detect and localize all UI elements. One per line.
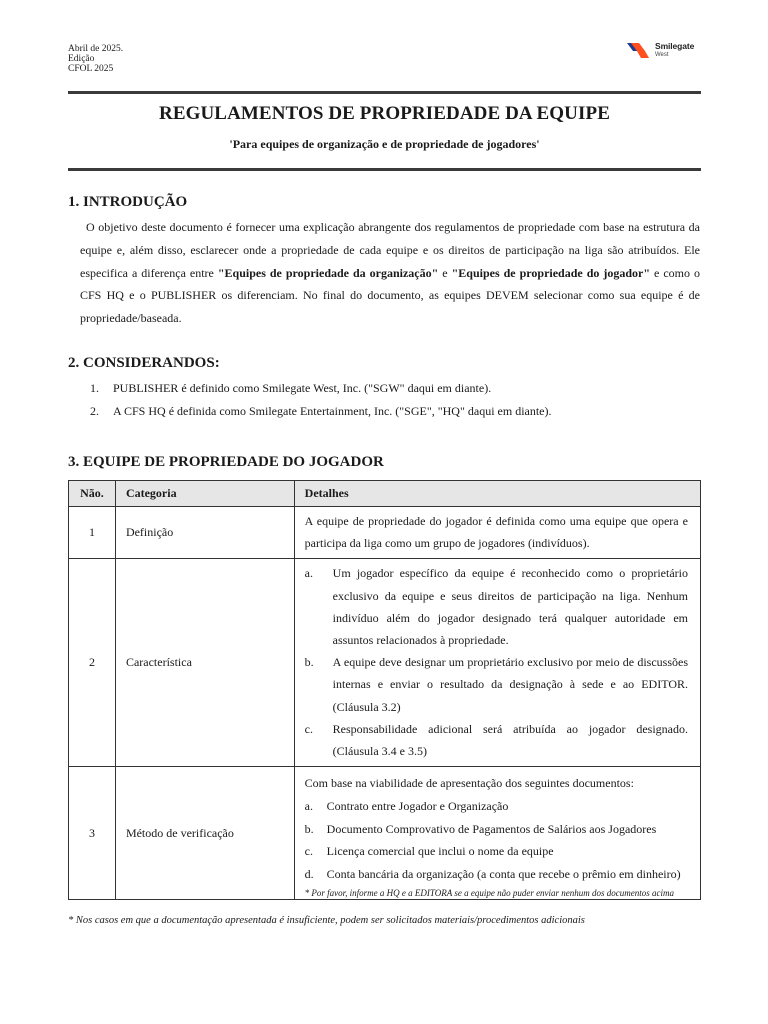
- verification-intro: Com base na viabilidade de apresentação dos seguintes documentos:: [304, 776, 634, 791]
- list-number: 1.: [90, 381, 99, 395]
- list-item: [305, 798, 688, 814]
- row-category: Característica: [115, 559, 294, 767]
- list-number: 2.: [90, 403, 99, 418]
- edition-info: [68, 44, 123, 74]
- table-row: [69, 767, 701, 900]
- verification-documents-list: [305, 798, 688, 882]
- characteristics-list: [305, 562, 688, 762]
- list-text: A CFS HQ é definida como Smilegate Entertainment, Inc. ("SGE", "HQ" daqui em diante).: [113, 403, 552, 418]
- row-number: 3: [69, 767, 116, 900]
- list-text: Responsabilidade adicional será atribuída ao jogador designado. (Cláusula 3.4 e 3.5): [332, 721, 688, 759]
- table-row: [69, 559, 701, 767]
- list-marker: d.: [304, 866, 314, 881]
- intro-bold-org-teams: "Equipes de propriedade da organização": [217, 265, 439, 280]
- list-text: A equipe deve designar um proprietário exclusivo por meio de discussões internas e enviar o resultado da designação à sede e ao EDITOR. (Cláusula 3.2): [332, 655, 688, 714]
- edition-date: Abril de 2025.: [68, 44, 124, 54]
- list-item: [305, 866, 688, 882]
- intro-text-3: e como o CFS HQ e o PUBLISHER os diferenciam. No final do documento, as equipes DEVEM selecionar como sua equipe é de propriedade/baseada.: [80, 265, 701, 326]
- list-marker: a.: [304, 799, 313, 814]
- list-text: Conta bancária da organização (a conta que recebe o prêmio em dinheiro): [326, 866, 681, 881]
- column-header-details: Detalhes: [294, 481, 700, 507]
- list-text: Documento Comprovativo de Pagamentos de Salários aos Jogadores: [326, 821, 657, 836]
- list-item: [305, 718, 688, 762]
- list-text: Contrato entre Jogador e Organização: [326, 799, 509, 814]
- row-details: [294, 767, 700, 900]
- row-details: [294, 559, 700, 767]
- list-marker: c.: [304, 844, 313, 859]
- list-item: [305, 843, 688, 859]
- row-category: Definição: [115, 507, 294, 559]
- list-marker: a.: [304, 566, 313, 581]
- list-text: Um jogador específico da equipe é reconhecido como o proprietário exclusivo da equipe e seus direitos de participação na liga. Nenhum indivíduo além do jogador designado terá qualquer autoridade em assuntos relacionados à propriedade.: [332, 566, 688, 648]
- intro-text-1: O objetivo deste documento é fornecer uma explicação abrangente dos regulamentos de propriedade com base na estrutura da equipe e, além disso, esclarecer onde a propriedade de cada equipe e os direitos de participação na liga são atribuídos. Ele especifica a diferença entre: [80, 220, 700, 280]
- list-item: [90, 377, 552, 400]
- section-intro-heading: 1. INTRODUÇÃO: [68, 194, 188, 210]
- list-item: [305, 562, 688, 651]
- row-category: Método de verificação: [115, 767, 294, 900]
- considerandos-list: [90, 377, 552, 422]
- smilegate-logo: [627, 40, 707, 62]
- list-marker: b.: [304, 655, 314, 670]
- smilegate-logo-icon: [627, 41, 651, 61]
- column-header-category: Categoria: [115, 481, 294, 507]
- list-item: [305, 821, 688, 837]
- section-player-team-heading: 3. EQUIPE DE PROPRIEDADE DO JOGADOR: [68, 454, 384, 470]
- player-team-table: [68, 480, 701, 900]
- top-divider: [68, 91, 701, 94]
- table-footnote: * Nos casos em que a documentação apresentada é insuficiente, podem ser solicitados materiais/procedimentos adicionais: [68, 915, 585, 926]
- document-title: REGULAMENTOS DE PROPRIEDADE DA EQUIPE: [159, 103, 610, 124]
- logo-brand-name: Smilegate: [655, 41, 695, 51]
- table-row: [69, 507, 701, 559]
- bottom-divider: [68, 168, 701, 171]
- document-subtitle: 'Para equipes de organização e de propriedade de jogadores': [229, 137, 540, 151]
- intro-text-2: e: [438, 265, 452, 280]
- row-number: 2: [69, 559, 116, 767]
- row-number: 1: [69, 507, 116, 559]
- intro-bold-player-teams: "Equipes de propriedade do jogador": [451, 265, 651, 280]
- list-item: [305, 651, 688, 718]
- edition-label: Edição: [68, 54, 95, 64]
- table-header-row: [69, 481, 701, 507]
- list-marker: b.: [304, 821, 314, 836]
- verification-note: * Por favor, informe a HQ e a EDITORA se a equipe não puder enviar nenhum dos documentos acima: [304, 888, 675, 899]
- edition-name: CFOL 2025: [68, 64, 114, 74]
- row-details: A equipe de propriedade do jogador é definida como uma equipe que opera e participa da liga como um grupo de jogadores (indivíduos).: [294, 507, 700, 559]
- section-considerandos-heading: 2. CONSIDERANDOS:: [68, 355, 220, 371]
- column-header-no: Não.: [69, 481, 116, 507]
- list-item: [90, 400, 552, 423]
- list-marker: c.: [304, 721, 313, 736]
- logo-brand-sub: West: [655, 52, 669, 58]
- list-text: PUBLISHER é definido como Smilegate West, Inc. ("SGW" daqui em diante).: [113, 381, 492, 395]
- list-text: Licença comercial que inclui o nome da equipe: [326, 844, 554, 859]
- section-intro-paragraph: [80, 216, 700, 330]
